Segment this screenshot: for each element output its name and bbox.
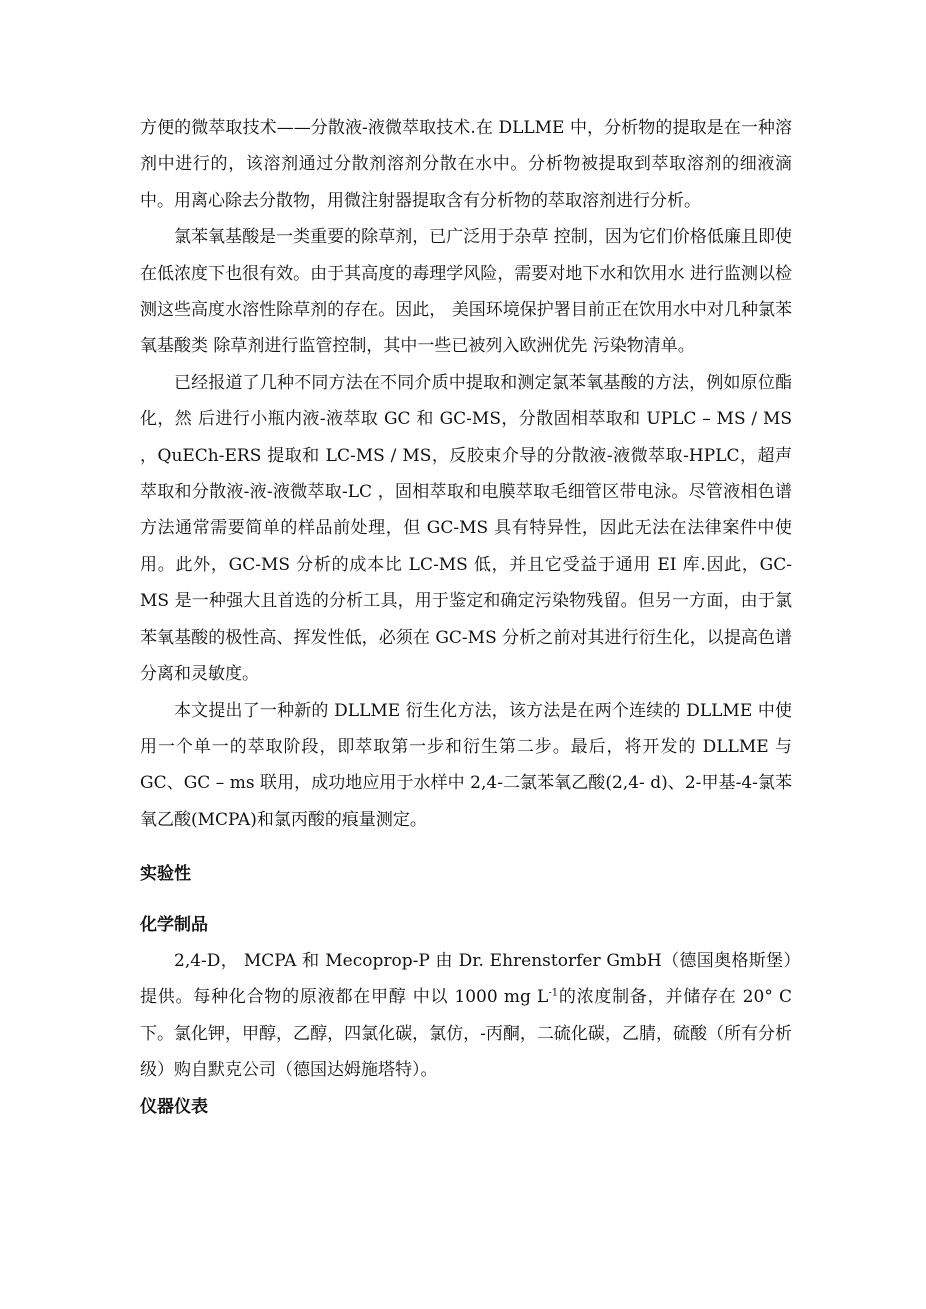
paragraph-this-work: 本文提出了一种新的 DLLME 衍生化方法，该方法是在两个连续的 DLLME 中使用一个单一的萃取阶段，即萃取第一步和衍生第二步。最后，将开发的 DLLME 与 GC、GC – ms 联用，成功地应用于水样中 2,4-二氯苯氧乙酸(2,4- d)、2-甲基-4-氯苯氧乙酸(MCPA)和氯丙酸的痕量测定。: [140, 700, 792, 830]
document-page: [140, 110, 792, 1125]
chemicals-text-part2: 的浓度制备，并储存在 20° C 下。氯化钾，甲醇，乙醇，四氯化碳，氯仿，-丙酮，二硫化碳，乙腈，硫酸（所有分析级）购自默克公司（德国达姆施塔特）。: [140, 987, 792, 1081]
subheading-instruments: 仪器仪表: [140, 1096, 208, 1117]
paragraph-chlorophenoxy-acids: 氯苯氧基酸是一类重要的除草剂，已广泛用于杂草 控制，因为它们价格低廉且即使在低浓度下也很有效。由于其高度的毒理学风险，需要对地下水和饮用水 进行监测以检测这些高度水溶性除草剂的存在。因此， 美国环境保护署目前正在饮用水中对几种氯苯氧基酸类 除草剂进行监管控制，其中一些已被列入欧洲优先 污染物清单。: [140, 227, 792, 357]
subheading-chemicals: 化学制品: [140, 914, 208, 935]
section-heading-experimental: 实验性: [140, 864, 191, 885]
paragraph-dllme-intro: 方便的微萃取技术——分散液-液微萃取技术.在 DLLME 中，分析物的提取是在一种溶剂中进行的，该溶剂通过分散剂溶剂分散在水中。分析物被提取到萃取溶剂的细液滴中。用离心除去分散物，用微注射器提取含有分析物的萃取溶剂进行分析。: [140, 118, 792, 211]
paragraph-chemicals: [140, 943, 792, 1089]
chemicals-unit-superscript: -1: [548, 987, 559, 999]
chemicals-text-part1: 2,4-D， MCPA 和 Mecoprop-P 由 Dr. Ehrenstorfer GmbH（德国奥格斯堡）提供。每种化合物的原液都在甲醇 中以 1000 mg L: [140, 950, 792, 1008]
paragraph-reported-methods: 已经报道了几种不同方法在不同介质中提取和测定氯苯氧基酸的方法，例如原位酯化，然 后进行小瓶内液-液萃取 GC 和 GC-MS，分散固相萃取和 UPLC – MS / MS ，QuECh-ERS 提取和 LC-MS / MS，反胶束介导的分散液-液微萃取-HPLC，超声萃取和分散液-液-液微萃取-LC ，固相萃取和电膜萃取毛细管区带电泳。尽管液相色谱方法通常需要简单的样品前处理，但 GC-MS 具有特异性，因此无法在法律案件中使用。此外，GC-MS 分析的成本比 LC-MS 低，并且它受益于通用 EI 库.因此，GC-MS 是一种强大且首选的分析工具，用于鉴定和确定污染物残留。但另一方面，由于氯苯氧基酸的极性高、挥发性低，必须在 GC-MS 分析之前对其进行衍生化，以提高色谱分离和灵敏度。: [140, 372, 792, 685]
